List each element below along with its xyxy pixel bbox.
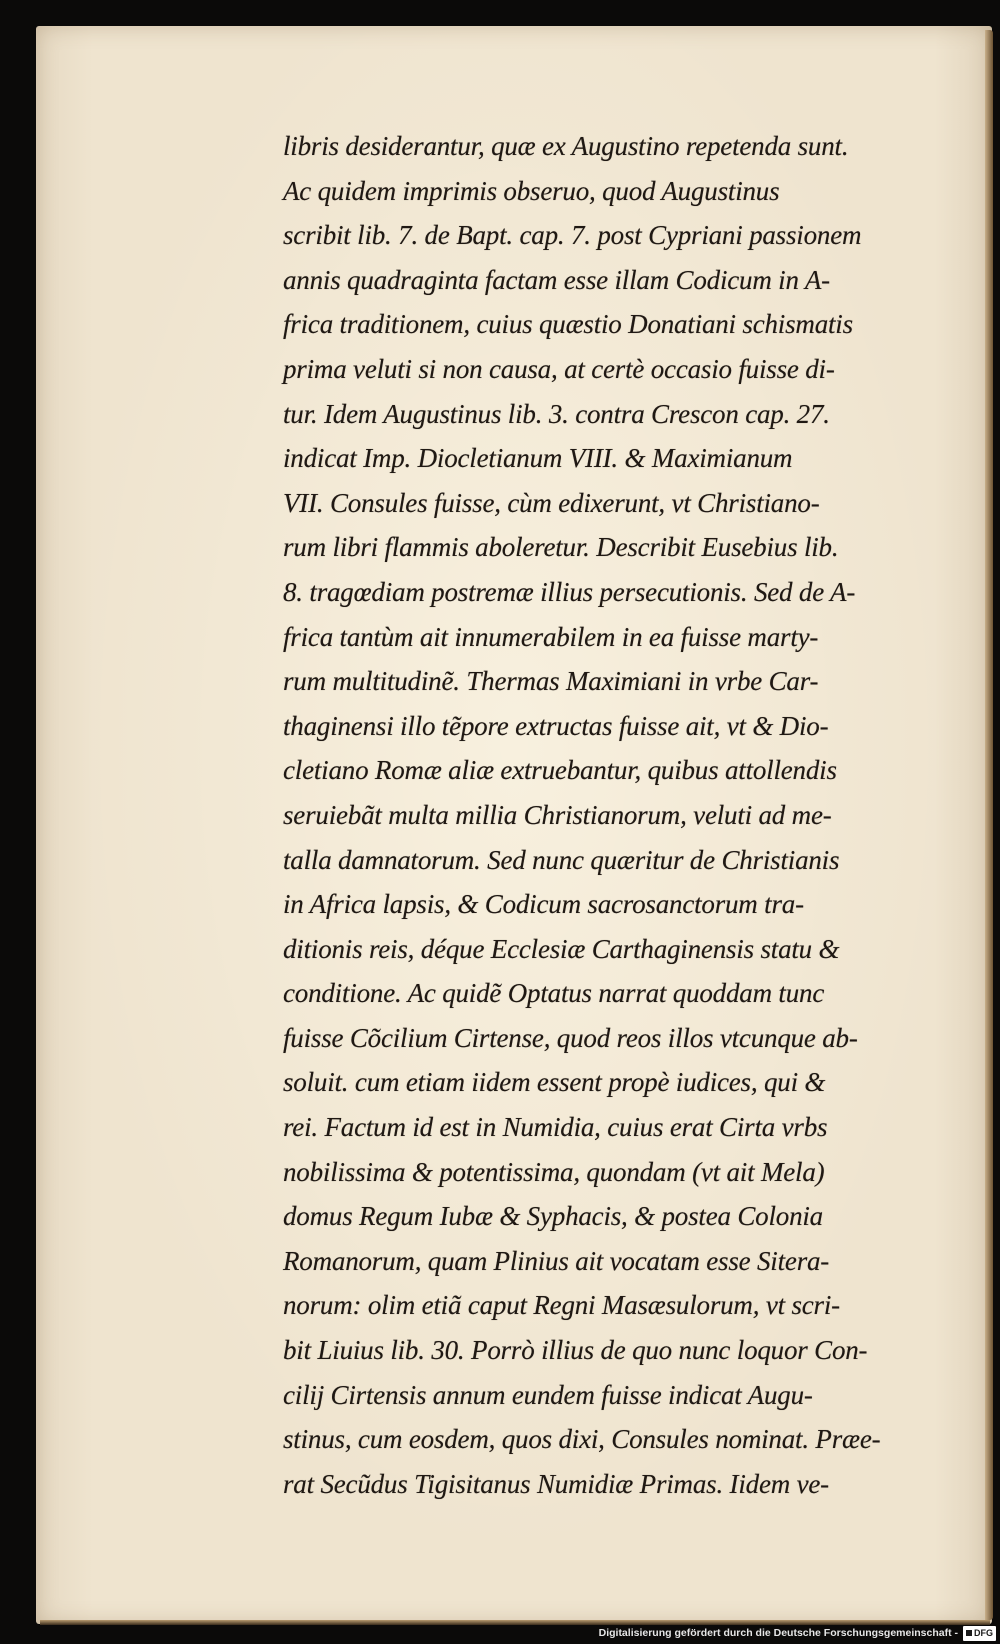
text-line: rum libri flammis aboleretur. Describit Eusebius lib. [283,532,839,563]
text-line: talla damnatorum. Sed nunc quæritur de Christianis [283,844,840,875]
text-line: fuisse Cõcilium Cirtense, quod reos illos vtcunque ab- [283,1022,858,1053]
text-line: VII. Consules fuisse, cùm edixerunt, vt Christiano- [283,487,820,518]
text-line: 8. tragœdiam postremæ illius persecutionis. Sed de A- [283,576,856,607]
text-line: scribit lib. 7. de Bapt. cap. 7. post Cypriani passionem [283,220,862,251]
text-line: Romanorum, quam Plinius ait vocatam esse Sitera- [283,1245,830,1276]
text-line: rei. Factum id est in Numidia, cuius erat Cirta vrbs [283,1112,828,1143]
text-line: norum: olim etiã caput Regni Masæsulorum, vt scri- [283,1290,840,1321]
text-line: rum multitudinẽ. Thermas Maximiani in vrbe Car- [283,666,819,697]
text-line: frica traditionem, cuius quæstio Donatiani schismatis [283,309,853,340]
dfg-logo [963,1626,996,1641]
digitization-credit: Digitalisierung gefördert durch die Deutsche Forschungsgemeinschaft - [598,1627,958,1639]
body-text [283,124,955,1506]
text-line: bit Liuius lib. 30. Porrò illius de quo nunc loquor Con- [283,1335,868,1366]
text-line: cletiano Romæ aliæ extruebantur, quibus attollendis [283,755,837,786]
text-line: libris desiderantur, quæ ex Augustino repetenda sunt. [283,131,849,161]
text-line: soluit. cum etiam iidem essent propè iudices, qui & [283,1067,826,1098]
text-line: conditione. Ac quidẽ Optatus narrat quoddam tunc [283,978,825,1009]
page-edge [985,30,993,1620]
text-line: seruiebãt multa millia Christianorum, veluti ad me- [283,799,832,830]
text-line: thaginensi illo tẽpore extructas fuisse ait, vt & Dio- [283,710,829,741]
text-line: ditionis reis, déque Ecclesiæ Carthaginensis statu & [283,933,840,964]
text-line: indicat Imp. Diocletianum VIII. & Maximianum [283,443,793,474]
text-line: nobilissima & potentissima, quondam (vt ait Mela) [283,1156,825,1187]
text-line: Ac quidem imprimis obseruo, quod Augustinus [283,175,780,206]
dfg-logo-text: DFG [974,1628,993,1638]
text-line: stinus, cum eosdem, quos dixi, Consules nominat. Præe- [283,1424,881,1455]
text-line: cilij Cirtensis annum eundem fuisse indicat Augu- [283,1379,813,1410]
text-line: in Africa lapsis, & Codicum sacrosanctorum tra- [283,889,804,920]
text-line: rat Secũdus Tigisitanus Numidiæ Primas. Iidem ve- [283,1468,829,1499]
text-line: tur. Idem Augustinus lib. 3. contra Crescon cap. 27. [283,398,830,429]
text-line: annis quadraginta factam esse illam Codicum in A- [283,264,830,295]
dfg-logo-icon [966,1630,972,1636]
text-line: domus Regum Iubæ & Syphacis, & postea Colonia [283,1201,823,1232]
text-line: frica tantùm ait innumerabilem in ea fuisse marty- [283,621,819,652]
text-line: prima veluti si non causa, at certè occasio fuisse di- [283,353,835,384]
